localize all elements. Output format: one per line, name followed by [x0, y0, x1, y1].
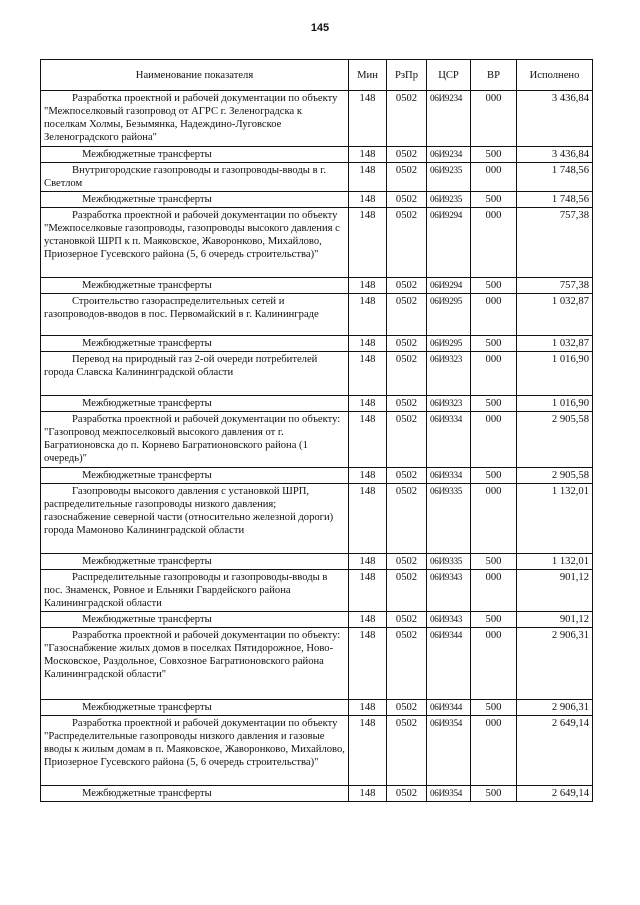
- cell-rzpr: 0502: [387, 147, 427, 163]
- cell-csr: 06И9335: [427, 484, 471, 554]
- cell-rzpr: 0502: [387, 700, 427, 716]
- header-csr: ЦСР: [427, 60, 471, 91]
- cell-name: Перевод на природный газ 2-ой очереди потребителей города Славска Калининградской области: [41, 352, 349, 396]
- cell-executed: 901,12: [517, 612, 593, 628]
- cell-name: Межбюджетные трансферты: [41, 192, 349, 208]
- cell-min: 148: [349, 192, 387, 208]
- cell-vr: 500: [471, 278, 517, 294]
- cell-min: 148: [349, 163, 387, 192]
- cell-min: 148: [349, 700, 387, 716]
- cell-name: Межбюджетные трансферты: [41, 554, 349, 570]
- cell-name: Межбюджетные трансферты: [41, 336, 349, 352]
- cell-min: 148: [349, 628, 387, 700]
- cell-executed: 1 748,56: [517, 192, 593, 208]
- cell-executed: 2 649,14: [517, 716, 593, 786]
- cell-csr: 06И9354: [427, 716, 471, 786]
- cell-csr: 06И9235: [427, 163, 471, 192]
- cell-name: Газопроводы высокого давления с установкой ШРП, распределительные газопроводы низкого давления; газоснабжение северной части (относительно железной дороги) города Мамоново Калининградской области: [41, 484, 349, 554]
- cell-executed: 3 436,84: [517, 91, 593, 147]
- cell-vr: 500: [471, 468, 517, 484]
- cell-name: Межбюджетные трансферты: [41, 700, 349, 716]
- cell-min: 148: [349, 468, 387, 484]
- cell-name: Межбюджетные трансферты: [41, 278, 349, 294]
- cell-vr: 500: [471, 147, 517, 163]
- cell-csr: 06И9295: [427, 294, 471, 336]
- cell-executed: 2 905,58: [517, 412, 593, 468]
- cell-rzpr: 0502: [387, 412, 427, 468]
- transfer-row: [41, 278, 593, 294]
- cell-rzpr: 0502: [387, 396, 427, 412]
- cell-name: Межбюджетные трансферты: [41, 612, 349, 628]
- cell-rzpr: 0502: [387, 484, 427, 554]
- cell-vr: 500: [471, 786, 517, 802]
- cell-rzpr: 0502: [387, 612, 427, 628]
- cell-min: 148: [349, 294, 387, 336]
- budget-table: [40, 59, 593, 802]
- cell-rzpr: 0502: [387, 91, 427, 147]
- cell-executed: 2 905,58: [517, 468, 593, 484]
- transfer-row: [41, 147, 593, 163]
- cell-csr: 06И9294: [427, 208, 471, 278]
- header-rzpr: РзПр: [387, 60, 427, 91]
- cell-min: 148: [349, 396, 387, 412]
- cell-vr: 000: [471, 208, 517, 278]
- cell-name: Разработка проектной и рабочей документации по объекту "Межпоселковый газопровод от АГРС г. Зеленоградска к поселкам Холмы, Безымянка, Надеждино-Луговское Зеленоградского района": [41, 91, 349, 147]
- cell-executed: 3 436,84: [517, 147, 593, 163]
- cell-rzpr: 0502: [387, 786, 427, 802]
- cell-executed: 1 132,01: [517, 554, 593, 570]
- page-number: 145: [310, 22, 330, 34]
- cell-csr: 06И9335: [427, 554, 471, 570]
- cell-rzpr: 0502: [387, 192, 427, 208]
- cell-min: 148: [349, 716, 387, 786]
- cell-min: 148: [349, 570, 387, 612]
- item-row: [41, 716, 593, 786]
- cell-vr: 000: [471, 412, 517, 468]
- cell-name: Межбюджетные трансферты: [41, 147, 349, 163]
- cell-name: Межбюджетные трансферты: [41, 468, 349, 484]
- cell-vr: 000: [471, 570, 517, 612]
- cell-min: 148: [349, 352, 387, 396]
- cell-min: 148: [349, 412, 387, 468]
- item-row: [41, 163, 593, 192]
- cell-name: Внутригородские газопроводы и газопроводы-вводы в г. Светлом: [41, 163, 349, 192]
- item-row: [41, 352, 593, 396]
- cell-csr: 06И9343: [427, 612, 471, 628]
- cell-vr: 000: [471, 352, 517, 396]
- cell-rzpr: 0502: [387, 628, 427, 700]
- cell-vr: 500: [471, 700, 517, 716]
- cell-vr: 500: [471, 192, 517, 208]
- cell-min: 148: [349, 612, 387, 628]
- header-min: Мин: [349, 60, 387, 91]
- cell-csr: 06И9334: [427, 412, 471, 468]
- cell-rzpr: 0502: [387, 570, 427, 612]
- header-name: Наименование показателя: [41, 60, 349, 91]
- transfer-row: [41, 468, 593, 484]
- cell-csr: 06И9354: [427, 786, 471, 802]
- cell-csr: 06И9344: [427, 628, 471, 700]
- cell-csr: 06И9334: [427, 468, 471, 484]
- cell-vr: 500: [471, 554, 517, 570]
- cell-csr: 06И9295: [427, 336, 471, 352]
- cell-executed: 2 906,31: [517, 700, 593, 716]
- cell-vr: 000: [471, 163, 517, 192]
- cell-rzpr: 0502: [387, 554, 427, 570]
- cell-csr: 06И9235: [427, 192, 471, 208]
- item-row: [41, 412, 593, 468]
- cell-executed: 1 032,87: [517, 336, 593, 352]
- cell-executed: 1 132,01: [517, 484, 593, 554]
- cell-min: 148: [349, 554, 387, 570]
- item-row: [41, 484, 593, 554]
- cell-executed: 757,38: [517, 278, 593, 294]
- cell-rzpr: 0502: [387, 468, 427, 484]
- cell-executed: 1 748,56: [517, 163, 593, 192]
- cell-name: Разработка проектной и рабочей документации по объекту "Распределительные газопроводы низкого давления и газовые вводы к жилым домам в п. Маяковское, Жаворонково, Михайлово, Приозерное Гусевского района (5, 6 очередь строительства)": [41, 716, 349, 786]
- cell-csr: 06И9234: [427, 147, 471, 163]
- table-header-row: [41, 60, 593, 91]
- cell-name: Разработка проектной и рабочей документации по объекту "Межпоселковые газопроводы, газопроводы высокого давления с установкой ШРП к п. Маяковское, Жаворонково, Михайлово, Приозерное Гусевского района (5, 6 очередь строительства)": [41, 208, 349, 278]
- transfer-row: [41, 192, 593, 208]
- cell-csr: 06И9323: [427, 396, 471, 412]
- item-row: [41, 294, 593, 336]
- cell-min: 148: [349, 91, 387, 147]
- header-executed: Исполнено: [517, 60, 593, 91]
- cell-min: 148: [349, 336, 387, 352]
- item-row: [41, 628, 593, 700]
- cell-name: Разработка проектной и рабочей документации по объекту: "Газопровод межпоселковый высокого давления от г. Багратионовска до п. Корнево Багратионовского района (1 очередь)": [41, 412, 349, 468]
- cell-vr: 000: [471, 91, 517, 147]
- cell-rzpr: 0502: [387, 208, 427, 278]
- item-row: [41, 91, 593, 147]
- cell-min: 148: [349, 786, 387, 802]
- cell-executed: 2 906,31: [517, 628, 593, 700]
- item-row: [41, 570, 593, 612]
- cell-vr: 000: [471, 716, 517, 786]
- cell-executed: 757,38: [517, 208, 593, 278]
- cell-executed: 1 016,90: [517, 352, 593, 396]
- cell-min: 148: [349, 147, 387, 163]
- cell-vr: 500: [471, 336, 517, 352]
- transfer-row: [41, 396, 593, 412]
- transfer-row: [41, 554, 593, 570]
- cell-rzpr: 0502: [387, 352, 427, 396]
- cell-rzpr: 0502: [387, 163, 427, 192]
- header-vr: ВР: [471, 60, 517, 91]
- cell-csr: 06И9234: [427, 91, 471, 147]
- cell-executed: 901,12: [517, 570, 593, 612]
- cell-executed: 1 032,87: [517, 294, 593, 336]
- transfer-row: [41, 336, 593, 352]
- cell-executed: 2 649,14: [517, 786, 593, 802]
- cell-name: Распределительные газопроводы и газопроводы-вводы в пос. Знаменск, Ровное и Ельняки Гвардейского района Калининградской области: [41, 570, 349, 612]
- cell-vr: 500: [471, 396, 517, 412]
- cell-name: Межбюджетные трансферты: [41, 786, 349, 802]
- cell-csr: 06И9323: [427, 352, 471, 396]
- transfer-row: [41, 786, 593, 802]
- item-row: [41, 208, 593, 278]
- cell-vr: 000: [471, 294, 517, 336]
- cell-name: Межбюджетные трансферты: [41, 396, 349, 412]
- transfer-row: [41, 612, 593, 628]
- cell-csr: 06И9343: [427, 570, 471, 612]
- cell-csr: 06И9294: [427, 278, 471, 294]
- cell-rzpr: 0502: [387, 278, 427, 294]
- cell-name: Строительство газораспределительных сетей и газопроводов-вводов в пос. Первомайский в г. Калининграде: [41, 294, 349, 336]
- cell-min: 148: [349, 278, 387, 294]
- cell-executed: 1 016,90: [517, 396, 593, 412]
- cell-rzpr: 0502: [387, 294, 427, 336]
- cell-name: Разработка проектной и рабочей документации по объекту: "Газоснабжение жилых домов в поселках Пятидорожное, Ново-Московское, Раздольное, Совхозное Багратионовского района Калининградской области": [41, 628, 349, 700]
- cell-vr: 000: [471, 484, 517, 554]
- transfer-row: [41, 700, 593, 716]
- cell-vr: 000: [471, 628, 517, 700]
- cell-rzpr: 0502: [387, 716, 427, 786]
- cell-csr: 06И9344: [427, 700, 471, 716]
- cell-min: 148: [349, 484, 387, 554]
- cell-rzpr: 0502: [387, 336, 427, 352]
- cell-vr: 500: [471, 612, 517, 628]
- cell-min: 148: [349, 208, 387, 278]
